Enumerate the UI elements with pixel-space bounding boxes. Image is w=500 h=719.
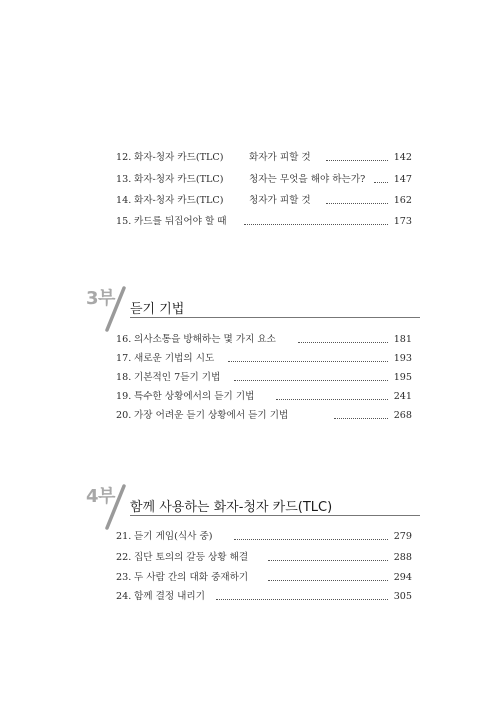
toc-entry-number: 13. bbox=[116, 174, 132, 185]
toc-leader-dots bbox=[234, 380, 388, 381]
toc-entry-title: 특수한 상황에서의 듣기 기법 bbox=[134, 391, 255, 402]
toc-entry-19 bbox=[116, 389, 412, 405]
toc-leader-dots bbox=[374, 182, 388, 183]
toc-entry-16 bbox=[116, 332, 412, 348]
toc-entry-page: 193 bbox=[393, 353, 412, 364]
toc-leader-dots bbox=[216, 599, 388, 600]
part-4-title: 함께 사용하는 화자-청자 카드(TLC) bbox=[130, 500, 333, 515]
toc-entry-15 bbox=[116, 214, 412, 230]
toc-entry-12 bbox=[116, 150, 412, 166]
toc-entry-number: 22. bbox=[116, 552, 132, 563]
toc-leader-dots bbox=[326, 160, 388, 161]
toc-entry-13 bbox=[116, 172, 412, 188]
toc-entry-title: 카드를 뒤집어야 할 때 bbox=[134, 216, 227, 227]
toc-entry-20 bbox=[116, 408, 412, 424]
toc-entry-page: 162 bbox=[393, 195, 412, 206]
toc-entry-title: 듣기 게임(식사 중) bbox=[134, 531, 213, 542]
toc-entry-page: 288 bbox=[393, 552, 412, 563]
toc-entry-title: 집단 토의의 갈등 상황 해결 bbox=[134, 552, 249, 563]
toc-entry-number: 14. bbox=[116, 195, 132, 206]
toc-entry-title: 새로운 기법의 시도 bbox=[134, 353, 215, 364]
toc-entry-21 bbox=[116, 529, 412, 545]
toc-entry-page: 147 bbox=[393, 174, 412, 185]
toc-entry-page: 279 bbox=[393, 531, 412, 542]
part-divider-slash-icon bbox=[104, 484, 128, 530]
toc-entry-subtitle: 화자가 피할 것 bbox=[249, 152, 311, 163]
toc-leader-dots bbox=[234, 539, 388, 540]
toc-entry-number: 23. bbox=[116, 572, 132, 583]
toc-entry-title: 화자-청자 카드(TLC) bbox=[134, 152, 224, 163]
toc-entry-title: 화자-청자 카드(TLC) bbox=[134, 174, 224, 185]
part-4-label: 4부 bbox=[86, 486, 115, 507]
toc-entry-page: 241 bbox=[393, 391, 412, 402]
toc-leader-dots bbox=[276, 399, 388, 400]
toc-leader-dots bbox=[244, 224, 388, 225]
toc-leader-dots bbox=[228, 361, 388, 362]
toc-entry-number: 15. bbox=[116, 216, 132, 227]
toc-entry-page: 142 bbox=[393, 152, 412, 163]
toc-entry-22 bbox=[116, 550, 412, 566]
part-4-rule bbox=[130, 515, 420, 516]
toc-entry-title: 의사소통을 방해하는 몇 가지 요소 bbox=[134, 334, 276, 345]
toc-entry-title: 함께 결정 내리기 bbox=[134, 591, 205, 602]
toc-entry-number: 16. bbox=[116, 334, 132, 345]
toc-leader-dots bbox=[326, 203, 388, 204]
part-4-header bbox=[86, 482, 426, 530]
part-3-title: 듣기 기법 bbox=[130, 302, 185, 317]
toc-entry-number: 18. bbox=[116, 372, 132, 383]
toc-entry-number: 20. bbox=[116, 410, 132, 421]
toc-entry-page: 173 bbox=[393, 216, 412, 227]
toc-entry-number: 19. bbox=[116, 391, 132, 402]
toc-entry-number: 17. bbox=[116, 353, 132, 364]
part-3-header bbox=[86, 284, 426, 332]
toc-entry-14 bbox=[116, 193, 412, 209]
toc-entry-number: 21. bbox=[116, 531, 132, 542]
toc-entry-page: 294 bbox=[393, 572, 412, 583]
toc-entry-title: 화자-청자 카드(TLC) bbox=[134, 195, 224, 206]
toc-entry-page: 268 bbox=[393, 410, 412, 421]
toc-leader-dots bbox=[268, 580, 388, 581]
part-3-rule bbox=[130, 317, 420, 318]
part-3-label: 3부 bbox=[86, 288, 115, 309]
part-divider-slash-icon bbox=[104, 286, 128, 332]
toc-entry-subtitle: 청자는 무엇을 해야 하는가? bbox=[249, 174, 366, 185]
toc-entry-18 bbox=[116, 370, 412, 386]
toc-leader-dots bbox=[268, 560, 388, 561]
toc-entry-title: 두 사람 간의 대화 중재하기 bbox=[134, 572, 249, 583]
toc-entry-23 bbox=[116, 570, 412, 586]
toc-entry-number: 12. bbox=[116, 152, 132, 163]
toc-entry-page: 195 bbox=[393, 372, 412, 383]
toc-entry-page: 305 bbox=[393, 591, 412, 602]
toc-entry-24 bbox=[116, 589, 412, 605]
toc-entry-page: 181 bbox=[393, 334, 412, 345]
toc-leader-dots bbox=[298, 342, 388, 343]
toc-entry-number: 24. bbox=[116, 591, 132, 602]
toc-entry-title: 가장 어려운 듣기 상황에서 듣기 기법 bbox=[134, 410, 289, 421]
toc-entry-17 bbox=[116, 351, 412, 367]
toc-entry-subtitle: 청자가 피할 것 bbox=[249, 195, 311, 206]
toc-entry-title: 기본적인 7듣기 기법 bbox=[134, 372, 221, 383]
toc-leader-dots bbox=[334, 418, 388, 419]
